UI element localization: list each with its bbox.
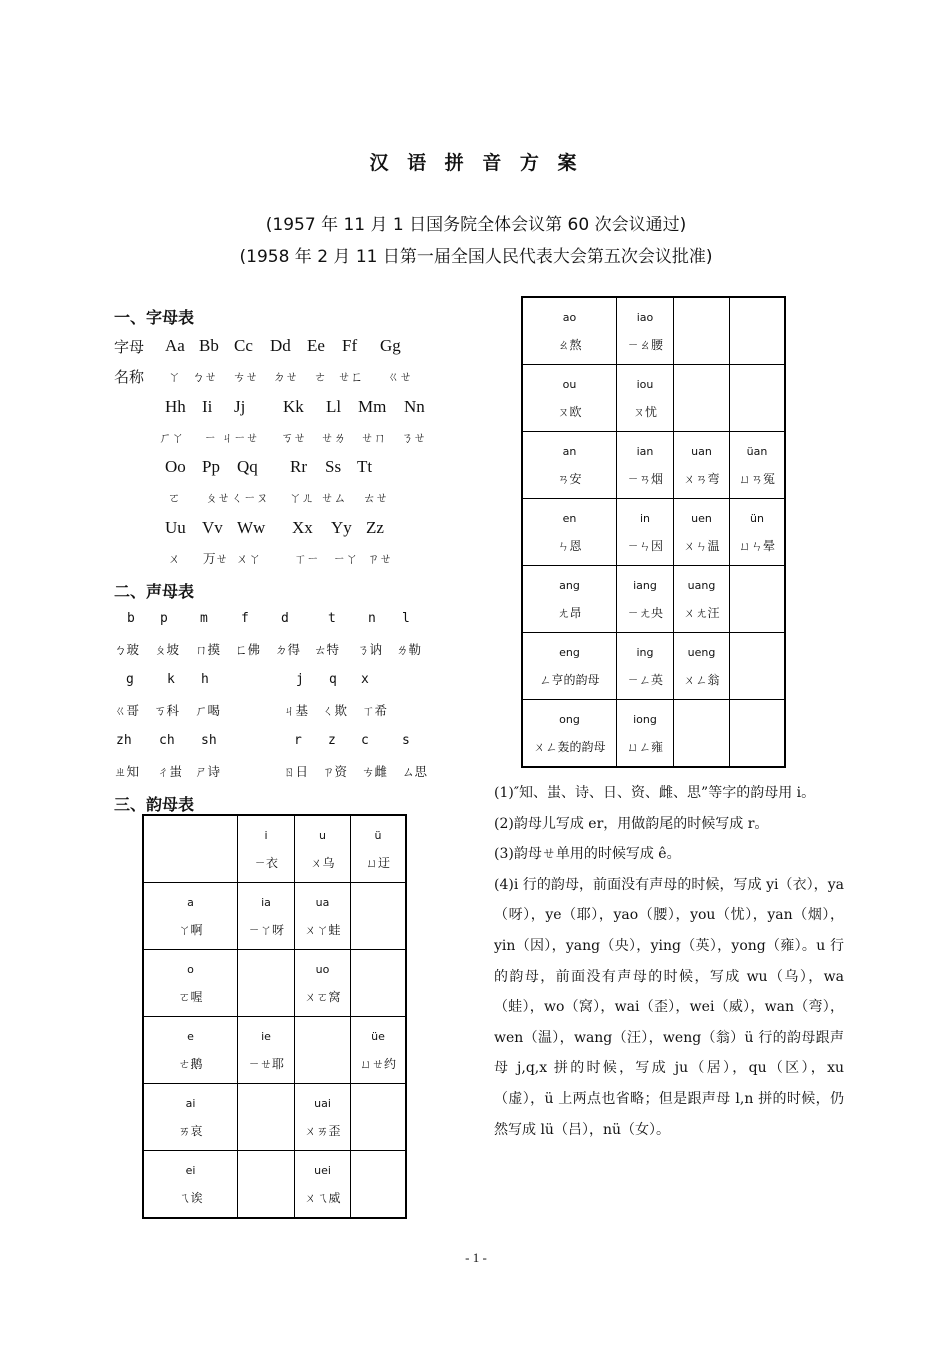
initial-letter: p	[160, 611, 168, 626]
note-paragraph: (3)韵母ㄝ单用的时候写成 ê。	[494, 846, 681, 863]
initial-letter: x	[361, 672, 369, 687]
final-pinyin: o	[187, 962, 194, 976]
alphabet-letter: Ff	[342, 336, 358, 355]
initial-example: ㄓ知	[114, 764, 140, 779]
alphabet-letter-name: ㄐㄧㄝ	[221, 430, 259, 445]
final-bopomofo: ㄨㄞ歪	[304, 1123, 341, 1138]
finals-cell	[617, 297, 674, 365]
final-bopomofo: ㄨ乌	[310, 855, 335, 870]
final-pinyin: ün	[750, 511, 764, 525]
finals-cell	[522, 499, 617, 566]
alphabet-letter-name: ㄪㄝ	[203, 551, 229, 566]
subtitle-adopted: (1957 年 11 月 1 日国务院全体会议第 60 次会议通过)	[265, 215, 687, 235]
alphabet-letter: Vv	[202, 518, 223, 537]
initial-example: ㄐ基	[283, 703, 309, 718]
alphabet-letter: Mm	[358, 397, 387, 416]
final-pinyin: üan	[746, 444, 768, 458]
alphabet-letter-name: ㄝㄙ	[321, 490, 347, 505]
finals-cell	[522, 432, 617, 499]
alphabet-letter: Kk	[283, 397, 304, 416]
alphabet-letter: Bb	[199, 336, 219, 355]
initial-example: ㄏ喝	[195, 703, 221, 718]
alphabet-letter-name: ㄗㄝ	[367, 551, 393, 566]
final-bopomofo: ㄧ衣	[253, 855, 278, 870]
finals-cell	[295, 1017, 351, 1084]
final-pinyin: iang	[633, 578, 657, 592]
initial-letter: l	[402, 611, 410, 626]
finals-cell	[238, 1151, 295, 1219]
initials-heading: 二、声母表	[114, 582, 195, 601]
finals-row	[522, 499, 785, 566]
final-pinyin: üe	[371, 1029, 385, 1043]
finals-cell	[143, 1017, 238, 1084]
alphabet-letter-name: ㄋㄝ	[401, 430, 427, 445]
finals-cell	[674, 432, 730, 499]
initial-example: ㄅ玻	[114, 642, 140, 657]
initial-example: ㄎ科	[154, 703, 180, 718]
finals-cell	[522, 297, 617, 365]
initial-example: ㄍ哥	[114, 703, 140, 718]
final-pinyin: a	[187, 895, 194, 909]
final-pinyin: uan	[691, 444, 712, 458]
alphabet-letter-name: ㄧ	[204, 430, 217, 445]
finals-cell	[238, 815, 295, 883]
final-bopomofo: ㄧㄠ腰	[626, 337, 663, 352]
final-bopomofo: ㄟ诶	[178, 1190, 203, 1205]
initial-example: ㄘ雌	[362, 764, 388, 779]
finals-cell	[522, 700, 617, 768]
document-title: 汉 语 拼 音 方 案	[369, 152, 583, 174]
finals-cell	[351, 815, 407, 883]
alphabet-letter: Oo	[165, 457, 186, 476]
final-bopomofo: ㄨㄢ弯	[683, 471, 720, 486]
final-bopomofo: ㄨㄚ蛙	[304, 922, 341, 937]
final-pinyin: ing	[636, 645, 654, 659]
initial-letter: h	[201, 672, 209, 687]
finals-row	[143, 1017, 406, 1084]
final-pinyin: uo	[315, 962, 330, 976]
final-bopomofo: ㄧㄢ烟	[626, 471, 663, 486]
final-bopomofo: ㄨㄟ威	[304, 1190, 341, 1205]
finals-cell	[295, 1151, 351, 1219]
finals-cell	[295, 1084, 351, 1151]
page-number: - 1 -	[465, 1250, 487, 1265]
finals-cell	[674, 365, 730, 432]
final-bopomofo: ㄚ啊	[178, 922, 203, 937]
final-bopomofo: ㄧㄣ因	[626, 538, 663, 553]
finals-cell	[351, 1017, 407, 1084]
note-paragraph: (1)″知、蚩、诗、日、资、雌、思”等字的韵母用 i。	[494, 785, 816, 801]
note-paragraph: (2)韵母儿写成 er，用做韵尾的时候写成 r。	[494, 815, 769, 832]
initial-letter: m	[200, 611, 208, 626]
alphabet-letter: Xx	[292, 518, 313, 537]
final-pinyin: ü	[374, 828, 382, 842]
alphabet-letter: Dd	[270, 336, 291, 355]
final-pinyin: ao	[562, 310, 577, 324]
alphabet-letter: Jj	[234, 397, 246, 416]
final-bopomofo: ㄨㄣ温	[683, 538, 720, 553]
finals-cell	[351, 1151, 407, 1219]
finals-cell	[730, 566, 786, 633]
finals-cell	[238, 883, 295, 950]
finals-row	[522, 700, 785, 768]
finals-cell	[238, 950, 295, 1017]
final-bopomofo: ㄧㄚ呀	[247, 922, 284, 937]
initial-letter: s	[402, 733, 410, 748]
final-pinyin: in	[639, 511, 651, 525]
alphabet-letter: Hh	[165, 397, 186, 416]
alphabet-letter-name: ㄍㄝ	[387, 369, 413, 384]
initial-example: ㄖ日	[283, 764, 309, 779]
finals-row	[522, 432, 785, 499]
final-bopomofo: ㄨㄥ轰的韵母	[533, 739, 606, 754]
final-bopomofo: ㄧㄤ央	[626, 605, 663, 620]
alphabet-letter-name: ㄉㄝ	[273, 369, 299, 384]
finals-cell	[522, 633, 617, 700]
alphabet-letter: Yy	[331, 518, 352, 537]
initial-letter: g	[126, 672, 134, 687]
finals-row	[143, 1084, 406, 1151]
alphabet-letter-name: ㄜ	[314, 369, 327, 384]
finals-cell	[617, 499, 674, 566]
initial-example: ㄋ讷	[357, 642, 383, 657]
alphabet-letter-name: ㄒㄧ	[294, 551, 320, 566]
alphabet-letter: Qq	[237, 457, 258, 476]
initial-letter: ch	[159, 733, 175, 748]
alphabet-letter: Ww	[237, 518, 266, 537]
final-pinyin: i	[264, 828, 268, 842]
alphabet-letter: Ss	[325, 457, 342, 476]
final-bopomofo: ㄤ昂	[557, 605, 582, 620]
final-bopomofo: ㄥ亨的韵母	[539, 672, 600, 687]
alphabet-letter: Ee	[307, 336, 325, 355]
final-bopomofo: ㄡ欧	[557, 404, 582, 419]
finals-cell	[617, 566, 674, 633]
alphabet-letter-name: ㄏㄚ	[159, 430, 185, 445]
final-pinyin: iong	[633, 712, 657, 726]
alphabet-letter-name: ㄛ	[168, 490, 181, 505]
initial-letter: f	[241, 611, 249, 626]
finals-notes	[494, 778, 844, 1145]
finals-row	[143, 1151, 406, 1219]
finals-cell	[617, 432, 674, 499]
final-pinyin: ang	[559, 578, 580, 592]
initial-letter: z	[328, 733, 336, 748]
final-pinyin: uen	[691, 511, 712, 525]
alphabet-letter-name: ㄨ	[168, 551, 181, 566]
finals-cell	[522, 566, 617, 633]
initial-letter: c	[361, 733, 369, 748]
alphabet-heading: 一、字母表	[114, 308, 195, 327]
finals-cell	[674, 566, 730, 633]
final-pinyin: an	[562, 444, 577, 458]
final-bopomofo: ㄞ哀	[178, 1123, 203, 1138]
finals-table-right	[521, 296, 786, 768]
final-pinyin: uang	[687, 578, 716, 592]
alphabet-letter: Pp	[202, 457, 220, 476]
final-pinyin: ua	[315, 895, 330, 909]
final-pinyin: ia	[261, 895, 271, 909]
alphabet-letter-name: ㄚ	[168, 369, 181, 384]
final-pinyin: iao	[636, 310, 654, 324]
alphabet-label-letters: 字母	[114, 338, 145, 356]
final-bopomofo: ㄢ安	[557, 471, 582, 486]
finals-row	[143, 815, 406, 883]
finals-cell	[674, 499, 730, 566]
initial-example: ㄊ特	[314, 642, 340, 657]
initial-letter: b	[127, 611, 135, 626]
initial-letter: sh	[201, 733, 217, 748]
initial-example: ㄈ佛	[235, 642, 261, 657]
alphabet-letter: Ii	[202, 397, 213, 416]
finals-cell	[674, 297, 730, 365]
final-pinyin: ou	[562, 377, 577, 391]
finals-cell	[295, 883, 351, 950]
finals-cell	[143, 1151, 238, 1219]
initial-example: ㄌ勒	[396, 642, 422, 657]
final-bopomofo: ㄩ迂	[365, 855, 390, 870]
finals-cell	[522, 365, 617, 432]
alphabet-letter: Cc	[234, 336, 253, 355]
final-pinyin: ian	[636, 444, 654, 458]
finals-cell	[730, 700, 786, 768]
initial-letter: j	[296, 672, 304, 687]
final-bopomofo: ㄨㄛ窝	[304, 989, 341, 1004]
final-bopomofo: ㄠ熬	[557, 337, 582, 352]
finals-cell	[730, 297, 786, 365]
initial-example: ㄇ摸	[195, 642, 221, 657]
alphabet-letter-name: ㄅㄝ	[192, 369, 218, 384]
finals-heading: 三、韵母表	[114, 795, 195, 814]
finals-table-left	[142, 814, 407, 1219]
alphabet-letter: Nn	[404, 397, 425, 416]
alphabet-letter: Tt	[357, 457, 373, 476]
final-pinyin: uei	[314, 1163, 331, 1177]
alphabet-letter: Rr	[290, 457, 307, 476]
final-bopomofo: ㄧㄥ英	[626, 672, 663, 687]
final-pinyin: e	[187, 1029, 194, 1043]
finals-cell	[351, 950, 407, 1017]
alphabet-letter-name: ㄑㄧㄡ	[231, 490, 269, 505]
alphabet-letter-name: ㄝㄌ	[321, 430, 347, 445]
alphabet-letter-name: ㄝㄈ	[338, 369, 364, 384]
alphabet-letter: Aa	[165, 336, 185, 355]
finals-cell	[730, 633, 786, 700]
initial-letter: k	[167, 672, 175, 687]
alphabet-letter: Zz	[366, 518, 384, 537]
finals-cell	[295, 815, 351, 883]
final-bopomofo: ㄨㄤ汪	[683, 605, 720, 620]
finals-cell	[674, 633, 730, 700]
final-bopomofo: ㄡ忧	[632, 404, 657, 419]
finals-cell	[617, 633, 674, 700]
finals-cell	[143, 950, 238, 1017]
initial-letter: zh	[116, 733, 132, 748]
final-bopomofo: ㄩㄢ冤	[738, 471, 775, 486]
final-pinyin: u	[319, 828, 326, 842]
initial-letter: t	[328, 611, 336, 626]
final-bopomofo: ㄩㄝ约	[359, 1056, 396, 1071]
subtitle-approved: (1958 年 2 月 11 日第一届全国人民代表大会第五次会议批准)	[239, 247, 713, 267]
final-bopomofo: ㄛ喔	[178, 989, 203, 1004]
initial-example: ㄔ蚩	[157, 764, 183, 779]
note-paragraph: (4)i 行的韵母，前面没有声母的时候，写成 yi（衣），ya（呀），ye（耶），yao（腰），you（忧），yan（烟），yin（因），yang（央），ying（英），yong（雍）。u 行的韵母，前面没有声母的时候，写成 wu（乌），wa（蛙），wo（窝），wai（歪），wei（威），wan（弯），wen（温），wang（汪），weng（翁）ü 行的韵母跟声母 j,q,x 拼的时候，写成 ju（居），qu（区），xu（虚），ü 上两点也省略；但是跟声母 l,n 拼的时候，仍然写成 lü（吕），nü（女）。	[494, 876, 844, 1138]
finals-cell	[143, 1084, 238, 1151]
alphabet-letter: Ll	[326, 397, 342, 416]
final-bopomofo: ㄩㄣ晕	[738, 538, 775, 553]
final-bopomofo: ㄨㄥ翁	[683, 672, 720, 687]
finals-cell	[674, 700, 730, 768]
finals-cell	[238, 1084, 295, 1151]
finals-cell	[617, 365, 674, 432]
alphabet-letter: Gg	[380, 336, 401, 355]
finals-row	[143, 883, 406, 950]
finals-row	[143, 950, 406, 1017]
initial-example: ㄙ思	[402, 764, 428, 779]
finals-row	[522, 297, 785, 365]
alphabet-letter: Uu	[165, 518, 186, 537]
alphabet-letter-name: ㄆㄝ	[205, 490, 231, 505]
final-pinyin: ie	[261, 1029, 271, 1043]
finals-row	[522, 566, 785, 633]
alphabet-letter-name: ㄨㄚ	[236, 551, 262, 566]
initial-example: ㄉ得	[275, 642, 301, 657]
finals-cell	[351, 883, 407, 950]
final-pinyin: ueng	[687, 645, 716, 659]
finals-cell	[730, 365, 786, 432]
final-pinyin: iou	[636, 377, 654, 391]
finals-cell	[238, 1017, 295, 1084]
alphabet-letter-name: ㄝㄇ	[361, 430, 387, 445]
finals-cell	[143, 883, 238, 950]
finals-cell	[617, 700, 674, 768]
final-pinyin: en	[562, 511, 577, 525]
final-bopomofo: ㄧㄝ耶	[247, 1056, 284, 1071]
alphabet-letter-name: ㄘㄝ	[233, 369, 259, 384]
initial-example: ㄑ欺	[322, 703, 348, 718]
finals-cell	[730, 432, 786, 499]
finals-cell	[295, 950, 351, 1017]
final-pinyin: ong	[559, 712, 580, 726]
initial-example: ㄒ希	[362, 703, 388, 718]
final-pinyin: ei	[185, 1163, 196, 1177]
finals-cell	[143, 815, 238, 883]
final-bopomofo: ㄣ恩	[557, 538, 582, 553]
alphabet-label-names: 名称	[114, 368, 145, 386]
alphabet-letter-name: ㄊㄝ	[363, 490, 389, 505]
final-pinyin: ai	[185, 1096, 196, 1110]
initial-letter: n	[368, 611, 376, 626]
alphabet-letter-name: ㄧㄚ	[333, 551, 359, 566]
alphabet-letter-name: ㄎㄝ	[281, 430, 307, 445]
initial-letter: q	[329, 672, 337, 687]
final-bopomofo: ㄜ鹅	[178, 1056, 203, 1071]
final-bopomofo: ㄩㄥ雍	[626, 739, 663, 754]
finals-row	[522, 633, 785, 700]
alphabet-letter-name: ㄚㄦ	[289, 490, 315, 505]
initial-example: ㄆ坡	[154, 642, 180, 657]
finals-cell	[351, 1084, 407, 1151]
initial-letter: d	[281, 611, 289, 626]
final-pinyin: uai	[314, 1096, 331, 1110]
initial-example: ㄗ资	[322, 764, 348, 779]
finals-cell	[730, 499, 786, 566]
finals-row	[522, 365, 785, 432]
initial-example: ㄕ诗	[195, 764, 221, 779]
initial-letter: r	[294, 733, 302, 748]
final-pinyin: eng	[559, 645, 580, 659]
